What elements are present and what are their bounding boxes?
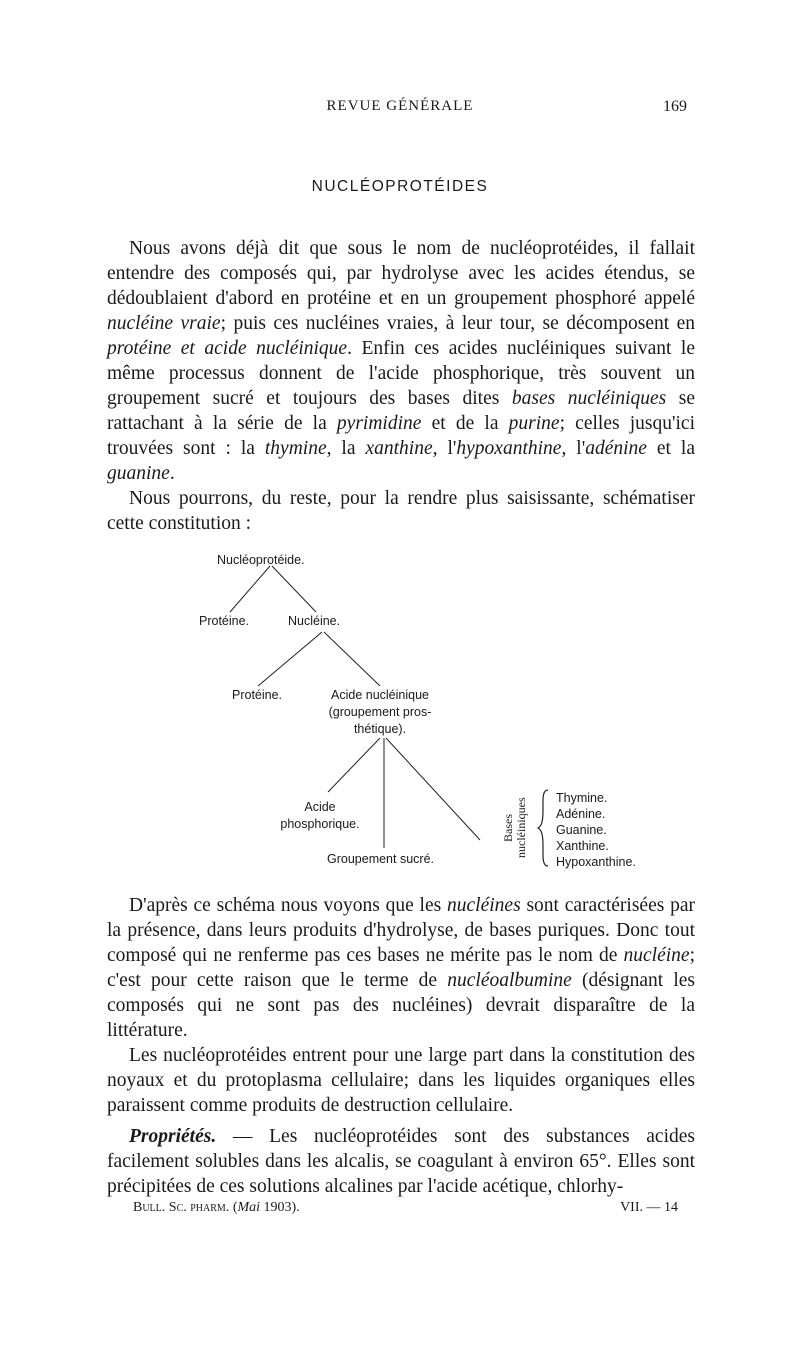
paragraph-4: Les nucléoprotéides entrent pour une large part dans la constitution des noyaux et du protoplasma cellulaire; dans les liquides organiques elles paraissent comme produits de destruction cellulaire. [107, 1045, 695, 1116]
running-header-title: REVUE GÉNÉRALE [326, 98, 474, 114]
list-item: Guanine. [556, 823, 607, 837]
diagram-acide-phosphorique-label: Acide phosphorique. [280, 800, 360, 831]
line-acide-phosphorique [328, 738, 380, 792]
page-number: 169 [663, 98, 687, 115]
paragraph-1: Nous avons déjà dit que sous le nom de nucléoprotéides, il fallait entendre des composés qui, par hydrolyse avec les acides étendus, se dédoublaient d'abord en protéine et en un groupement phosphoré appelé nucléine vraie; puis ces nucléines vraies, à leur tour, se décomposent en protéine et acide nucléinique. Enfin ces acides nucléiniques suivant le même processus donnent de l'acide phosphorique, très souvent un groupement sucré et toujours des bases dites bases nucléiniques se rattachant à la série de la pyrimidine et de la purine; celles jusqu'ici trouvées sont : la thymine, la xanthine, l'hypoxanthine, l'adénine et la guanine. [107, 238, 696, 484]
line-nucleine-proteine [258, 632, 322, 686]
paragraph-5: Propriétés. — Les nucléoprotéides sont des substances acides facilement solubles dans les alcalis, se coagulant à environ 65°. Elles sont précipitées de ces solutions alcalines par l'acide acétique, chlorhy- [107, 1126, 695, 1197]
list-item: Hypoxanthine. [556, 855, 636, 869]
line-nucleine-acide [324, 632, 380, 686]
diagram-acide-nucleinique-label: Acide nucléinique (groupement pros- thétique). [328, 688, 432, 736]
diagram-nucleine-label: Nucléine. [288, 614, 341, 628]
diagram-root-label: Nucléoprotéide. [217, 553, 305, 567]
properties-text [107, 1124, 695, 1199]
curly-brace-icon [536, 788, 552, 868]
diagram-groupement-sucre-label: Groupement sucré. [327, 852, 434, 866]
line-root-nucleine [272, 566, 316, 612]
diagram-proteine-2-label: Protéine. [232, 688, 283, 702]
section-title: NUCLÉOPROTÉIDES [311, 178, 489, 195]
body-text [107, 893, 695, 1118]
list-item: Xanthine. [556, 839, 609, 853]
footer-journal: Bull. Sc. pharm. (Mai 1903). [133, 1200, 300, 1215]
list-item: Adénine. [556, 807, 606, 821]
paragraph-3: D'après ce schéma nous voyons que les nucléines sont caractérisées par la présence, dans leurs produits d'hydrolyse, de bases puriques. Donc tout composé qui ne renferme pas ces bases ne mérite pas le nom de nucléine; c'est pour cette raison que le terme de nucléoalbumine (désignant les composés qui ne sont pas des nucléines) devrait disparaître de la littérature. [107, 895, 695, 1041]
list-item: Thymine. [556, 791, 608, 805]
diagram-bases-list [556, 790, 636, 870]
diagram-proteine-1-label: Protéine. [199, 614, 250, 628]
properties-heading: Propriétés. [129, 1126, 217, 1147]
line-root-proteine [230, 566, 270, 612]
line-acide-bases [386, 738, 480, 840]
footer-sheet: VII. — 14 [620, 1200, 678, 1215]
paragraph-2: Nous pourrons, du reste, pour la rendre plus saisissante, schématiser cette constitution : [107, 488, 695, 534]
diagram-bases-nucleiniques-label: Bases nucléiniques [501, 797, 528, 859]
